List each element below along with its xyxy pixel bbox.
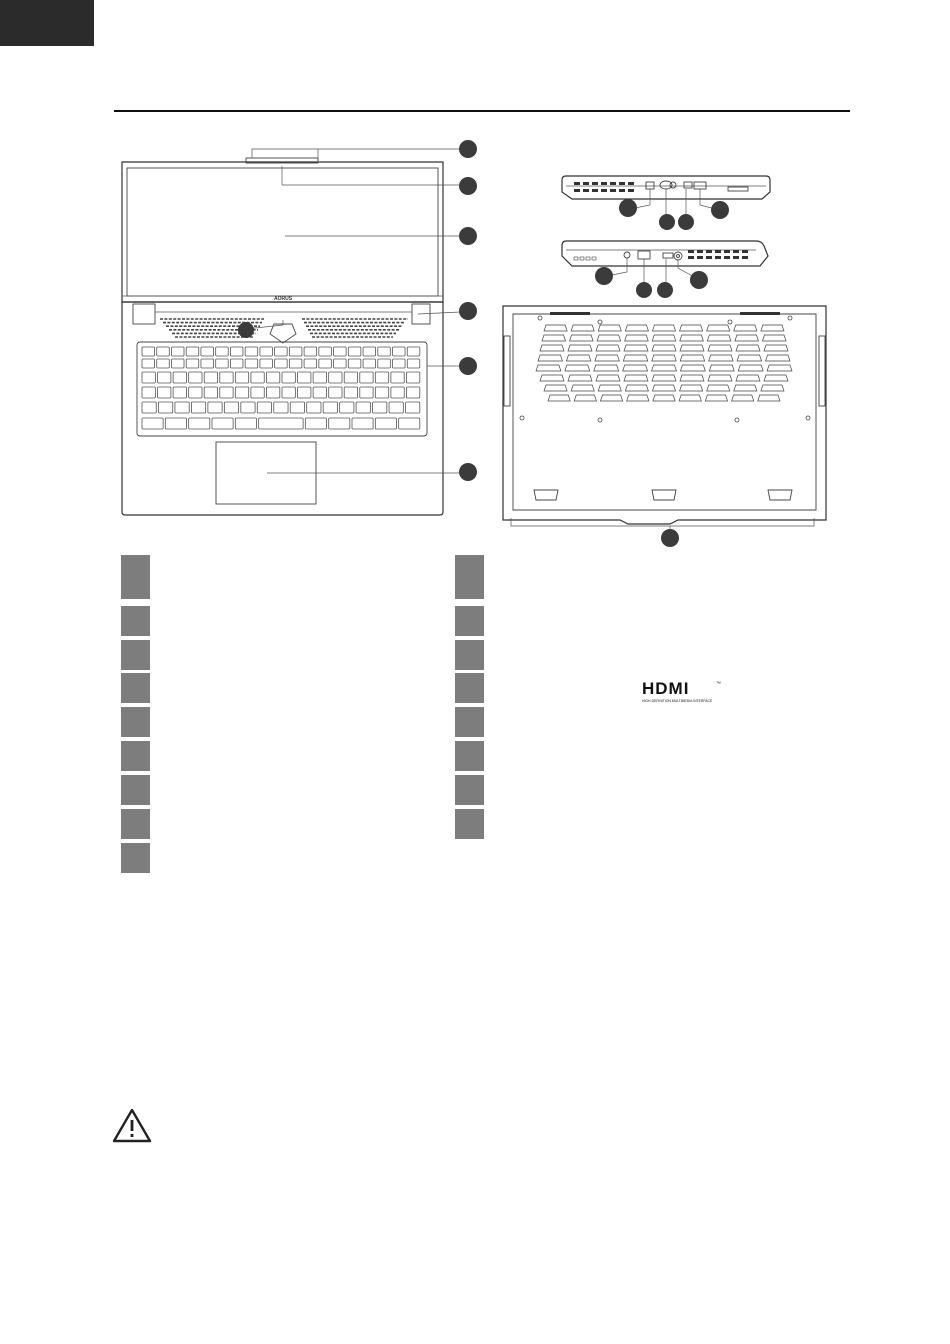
- hdmi-tagline: HIGH-DEFINITION MULTIMEDIA INTERFACE: [642, 699, 713, 703]
- legend-box-right-7: [455, 775, 484, 805]
- legend-box-right-8: [455, 809, 484, 839]
- laptop-side-and-bottom-views: [0, 0, 950, 560]
- legend-box-left-7: [121, 775, 150, 805]
- legend-box-left-4: [121, 673, 150, 703]
- legend-box-left-9: [121, 843, 150, 873]
- left-side-view: [562, 176, 770, 230]
- bottom-view: [503, 306, 826, 547]
- legend-box-left-8: [121, 809, 150, 839]
- legend-box-left-5: [121, 707, 150, 737]
- legend-box-right-4: [455, 673, 484, 703]
- hdmi-wordmark: HDMI: [642, 679, 690, 698]
- legend-box-right-5: [455, 707, 484, 737]
- legend-box-left-1: [121, 555, 150, 599]
- legend-box-right-2: [455, 606, 484, 636]
- hdmi-trademark: ™: [716, 681, 721, 687]
- right-side-view: [562, 241, 768, 298]
- legend-box-right-1: [455, 555, 484, 599]
- hdmi-logo: [640, 678, 724, 706]
- legend-box-right-6: [455, 741, 484, 771]
- legend-box-left-6: [121, 741, 150, 771]
- warning-triangle-icon: [112, 1108, 152, 1144]
- legend-box-left-2: [121, 606, 150, 636]
- legend-box-right-3: [455, 640, 484, 670]
- legend-box-left-3: [121, 640, 150, 670]
- brand-logo-text: AORUS: [273, 296, 293, 302]
